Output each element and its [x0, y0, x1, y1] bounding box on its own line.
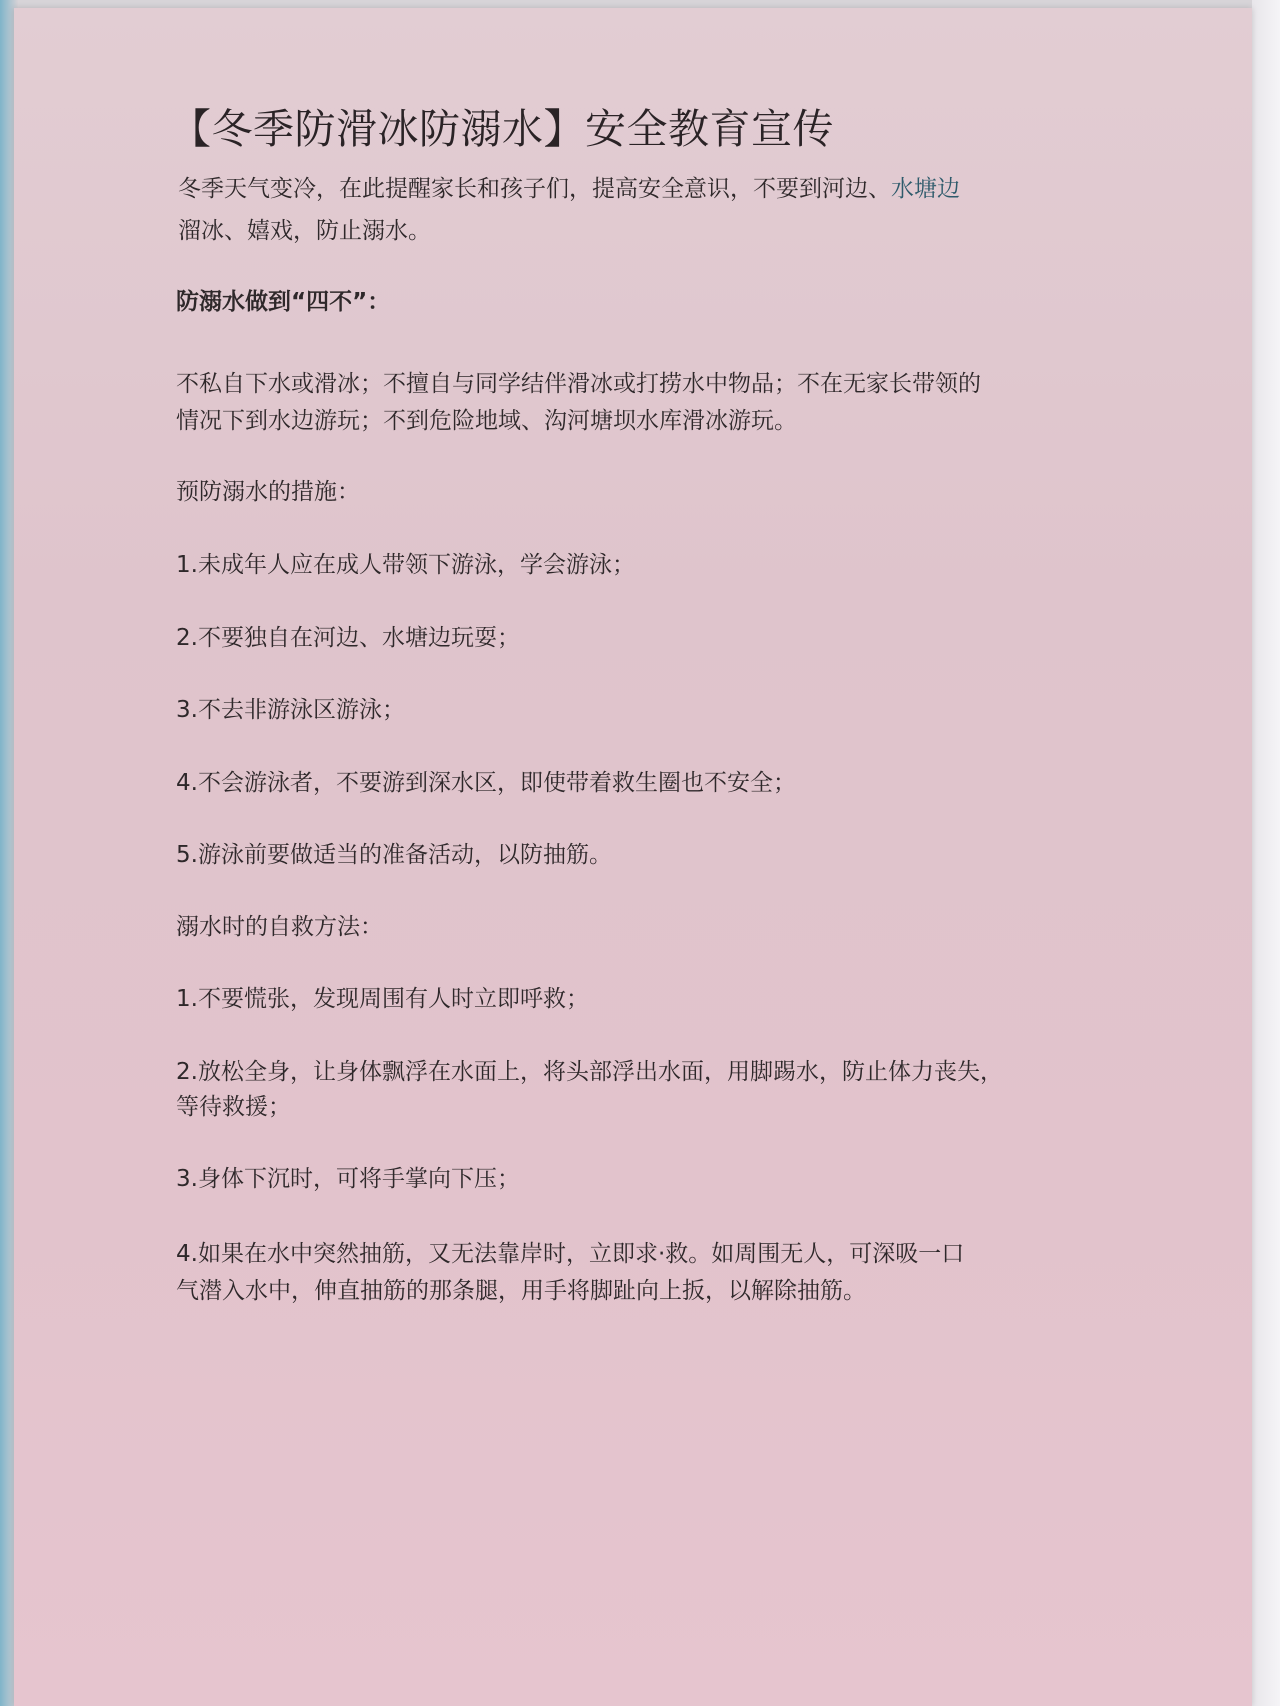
- section3-item-1: 1.不要慌张，发现周围有人时立即呼救；: [176, 986, 589, 1012]
- section2-item-1: 1.未成年人应在成人带领下游泳，学会游泳；: [176, 552, 635, 578]
- section3-heading: 溺水时的自救方法：: [176, 914, 383, 940]
- section3-item-4-line-1: 4.如果在水中突然抽筋，又无法靠岸时，立即求·救。如周围无人，可深吸一口: [176, 1241, 965, 1267]
- document-title: 【冬季防滑冰防溺水】安全教育宣传: [170, 105, 834, 153]
- intro-line-1-highlight: 水塘边: [891, 176, 960, 202]
- section2-heading: 预防溺水的措施：: [176, 479, 360, 505]
- section3-item-3: 3.身体下沉时，可将手掌向下压；: [176, 1166, 520, 1192]
- intro-line-2: 溜冰、嬉戏，防止溺水。: [178, 218, 431, 244]
- section1-line-1: 不私自下水或滑冰；不擅自与同学结伴滑冰或打捞水中物品；不在无家长带领的: [176, 371, 981, 397]
- section2-item-5: 5.游泳前要做适当的准备活动，以防抽筋。: [176, 842, 612, 868]
- section1-heading: 防溺水做到“四不”：: [176, 289, 391, 315]
- section1-line-2: 情况下到水边游玩；不到危险地域、沟河塘坝水库滑冰游玩。: [176, 408, 797, 434]
- background-right-edge: [1252, 0, 1280, 1706]
- section2-item-2: 2.不要独自在河边、水塘边玩耍；: [176, 625, 520, 651]
- section3-item-4-line-2: 气潜入水中，伸直抽筋的那条腿，用手将脚趾向上扳，以解除抽筋。: [176, 1278, 866, 1304]
- intro-line-1-text: 冬季天气变冷，在此提醒家长和孩子们，提高安全意识，不要到河边、: [178, 176, 891, 202]
- intro-line-1: [178, 170, 960, 208]
- section3-item-2-line-2: 等待救援；: [176, 1094, 291, 1120]
- section2-item-3: 3.不去非游泳区游泳；: [176, 697, 405, 723]
- section3-item-2-line-1: 2.放松全身，让身体飘浮在水面上，将头部浮出水面，用脚踢水，防止体力丧失，: [176, 1059, 1003, 1085]
- section2-item-4: 4.不会游泳者，不要游到深水区，即使带着救生圈也不安全；: [176, 770, 796, 796]
